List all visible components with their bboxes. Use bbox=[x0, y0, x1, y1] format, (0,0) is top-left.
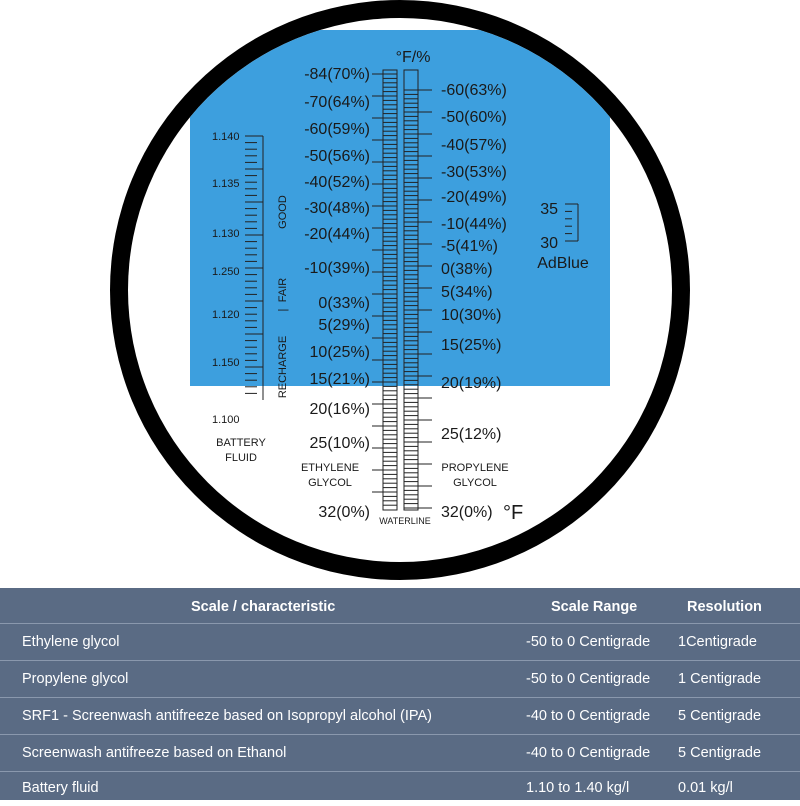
adblue-value: 35 bbox=[540, 201, 558, 218]
ethylene-label: -20(44%) bbox=[304, 226, 370, 243]
row-name: Propylene glycol bbox=[22, 671, 129, 687]
row-range: -40 to 0 Centigrade bbox=[526, 745, 651, 761]
row-resolution: 0.01 kg/l bbox=[678, 780, 733, 796]
battery-zone-divider: | bbox=[277, 308, 289, 312]
table-row bbox=[0, 698, 800, 734]
battery-value: 1.100 bbox=[212, 414, 240, 426]
column-header-characteristic: Scale / characteristic bbox=[191, 599, 336, 615]
ethylene-label: 5(29%) bbox=[318, 317, 370, 334]
propylene-label: -40(57%) bbox=[441, 137, 507, 154]
adblue-value: 30 bbox=[540, 235, 558, 252]
battery-zone-fair: FAIR bbox=[277, 277, 289, 303]
battery-caption: BATTERY bbox=[216, 437, 266, 449]
column-header-resolution: Resolution bbox=[687, 599, 762, 615]
row-resolution: 5 Centigrade bbox=[678, 745, 762, 761]
propylene-label: -50(60%) bbox=[441, 109, 507, 126]
battery-caption: FLUID bbox=[225, 452, 257, 464]
battery-value: 1.250 bbox=[212, 266, 240, 278]
propylene-label: 25(12%) bbox=[441, 426, 502, 443]
ethylene-label: -70(64%) bbox=[304, 94, 370, 111]
waterline-label: WATERLINE bbox=[379, 516, 431, 526]
ethylene-caption: ETHYLENE bbox=[300, 462, 360, 474]
propylene-label: 5(34%) bbox=[441, 284, 493, 301]
column-header-range: Scale Range bbox=[551, 599, 638, 615]
scale-header: °F/% bbox=[395, 49, 431, 66]
ethylene-label: -10(39%) bbox=[304, 260, 370, 277]
row-name: SRF1 - Screenwash antifreeze based on Isopropyl alcohol (IPA) bbox=[22, 708, 432, 724]
propylene-label: -10(44%) bbox=[441, 216, 507, 233]
table-row bbox=[0, 735, 800, 771]
propylene-label: 0(38%) bbox=[441, 261, 493, 278]
row-resolution: 1Centigrade bbox=[678, 634, 757, 650]
propylene-label: 15(25%) bbox=[441, 337, 502, 354]
ethylene-caption: GLYCOL bbox=[308, 477, 352, 489]
ethylene-label: 32(0%) bbox=[318, 504, 370, 521]
row-resolution: 1 Centigrade bbox=[678, 671, 762, 687]
ethylene-label: 15(21%) bbox=[309, 371, 370, 388]
row-name: Ethylene glycol bbox=[22, 634, 120, 650]
ethylene-label: -40(52%) bbox=[304, 174, 370, 191]
propylene-label: 10(30%) bbox=[441, 307, 502, 324]
ethylene-label: 0(33%) bbox=[318, 295, 370, 312]
propylene-label: -20(49%) bbox=[441, 189, 507, 206]
table-row bbox=[0, 624, 800, 660]
propylene-caption: GLYCOL bbox=[453, 477, 497, 489]
battery-value: 1.140 bbox=[212, 131, 240, 143]
row-name: Battery fluid bbox=[22, 780, 99, 796]
ethylene-label: -84(70%) bbox=[304, 66, 370, 83]
ethylene-label: 25(10%) bbox=[309, 435, 370, 452]
row-name: Screenwash antifreeze based on Ethanol bbox=[22, 745, 287, 761]
adblue-label: AdBlue bbox=[537, 255, 589, 272]
table-row bbox=[0, 661, 800, 697]
table-row bbox=[0, 770, 800, 806]
battery-value: 1.150 bbox=[212, 357, 240, 369]
row-range: 1.10 to 1.40 kg/l bbox=[526, 780, 630, 796]
ethylene-label: 20(16%) bbox=[309, 401, 370, 418]
propylene-label: 32(0%) bbox=[441, 504, 493, 521]
specification-table bbox=[0, 588, 800, 800]
propylene-label: -5(41%) bbox=[441, 238, 498, 255]
battery-zone-good: GOOD bbox=[277, 195, 289, 229]
row-range: -40 to 0 Centigrade bbox=[526, 708, 651, 724]
propylene-label: 20(19%) bbox=[441, 375, 502, 392]
ethylene-label: 10(25%) bbox=[309, 344, 370, 361]
ethylene-label: -30(48%) bbox=[304, 200, 370, 217]
battery-zone-recharge: RECHARGE bbox=[277, 335, 289, 399]
unit-label: °F bbox=[503, 502, 524, 524]
table-header-row bbox=[0, 589, 800, 625]
ethylene-label: -60(59%) bbox=[304, 121, 370, 138]
battery-value: 1.130 bbox=[212, 228, 240, 240]
battery-value: 1.135 bbox=[212, 178, 240, 190]
propylene-caption: PROPYLENE bbox=[441, 462, 509, 474]
propylene-label: -30(53%) bbox=[441, 164, 507, 181]
propylene-label: -60(63%) bbox=[441, 82, 507, 99]
battery-value: 1.120 bbox=[212, 309, 240, 321]
row-range: -50 to 0 Centigrade bbox=[526, 671, 651, 687]
row-resolution: 5 Centigrade bbox=[678, 708, 762, 724]
row-range: -50 to 0 Centigrade bbox=[526, 634, 651, 650]
ethylene-label: -50(56%) bbox=[304, 148, 370, 165]
